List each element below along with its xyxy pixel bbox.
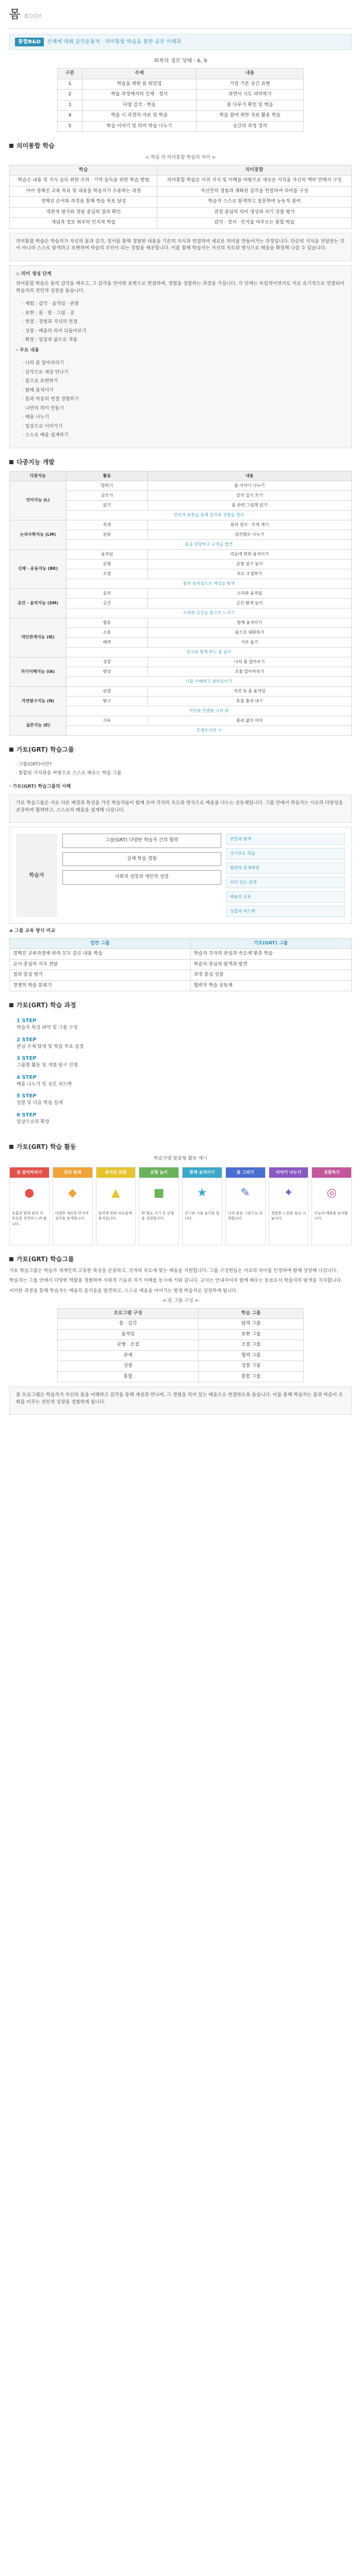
table-cell: 정해진 교육과정에 따라 모두 같은 내용 학습: [10, 949, 191, 960]
table-cell: 공간의 과정 정리: [196, 121, 304, 132]
course-caption: 회복의 경로 상태 - 6, 9: [154, 58, 207, 64]
step-description: 관심 주제 탐색 및 학습 목표 설정: [17, 1044, 84, 1049]
table-cell: 탐색 그룹: [199, 1319, 304, 1330]
intelligence-name: 언어지능 (L): [10, 481, 67, 520]
paragraph: 가토 학습그룹은 학습자 개개인의 고유한 특성을 존중하고, 각자의 속도에 맞는 배움을 지원합니다. 그룹 구성원들은 서로의 차이를 인정하며 함께 성장해 나갑니다.: [9, 1268, 338, 1274]
multiple-intelligence-table: 다중지능 활동 내용 언어지능 (L) 말하기 몸 이야기 나누기 글쓰기 감각 일기 쓰기 읽기 몸 관련 그림책 읽기 언어적 표현을 통해 감각과 경험을 정리 논리수학지능 (LM) 측정 몸의 길이 · 무게 재기 분류 감각별로 나누기 몸을 관찰하고 규칙을 발견 신체 · 운동지능 (BK) 움직임 리듬에 맞춰 움직이기 균형 균형 잡기 놀이 조절 속도 조절하기 몸의 움직임으로 세상을 탐색 공간 · 음악지능 (SM) 음악 소리와 움직임 공간 공간 탐색 놀이 소리와 공간을 몸으로 느끼기 대인관계지능 (IE) 협동 함께 움직이기 소통 몸으로 대화하기 배려 서로 돕기 친구와 함께 하는 몸 놀이 자기이해지능 (IA) 성찰 나의 몸 알아보기 명상 호흡 알아차리기 나를 이해하고 받아들이기 자연탐구지능 (N) 관찰 자연 속 몸 움직임 탐구 동물 흉내 내기 자연과 연결된 나의 몸 실존지능 (E) 사유 몸과 삶의 의미 존재로서의 나: [9, 471, 352, 736]
activity-cell: 읽기: [67, 500, 148, 510]
table-cell: 학습 이야기 및 의미 학습 나누기: [82, 121, 196, 132]
table-cell: 몸 · 감각: [57, 1319, 198, 1330]
section-title: 가토(GRT) 학습그룹: [9, 1255, 352, 1264]
diagram-box: 그룹(GRT) 다양한 학습자 간의 협력: [62, 834, 221, 848]
group-compare-table: 일반 그룹 가토(GRT) 그룹 정해진 교육과정에 따라 모두 같은 내용 학습 학습자 각자의 관심과 속도에 맞춘 학습 교사 중심의 지식 전달 학습자 중심의 탐색과 발견 결과 중심 평가 과정 중심 성찰 경쟁적 학습 분위기 협력적 학습 공동체: [9, 938, 352, 992]
table-cell: 학습 참여 위한 자료 활용 학습: [196, 111, 304, 122]
table-row: [10, 959, 352, 970]
course-header: 내용: [196, 69, 304, 79]
table-cell: 3: [57, 100, 82, 111]
table-cell: 개념과 정보 위주의 인지적 학습: [10, 218, 157, 229]
table-cell: 통합 그룹: [199, 1371, 304, 1382]
step-number: 6 STEP: [17, 1112, 37, 1118]
content-cell: 함께 움직이기: [147, 618, 351, 628]
diagram-outcome: 관찰과 탐색: [226, 834, 345, 845]
activity-icon: ■: [153, 1187, 165, 1199]
card-title: 몸 알아차리기: [10, 1167, 49, 1178]
group-paragraphs: [9, 1268, 352, 1295]
step-number: 3 STEP: [17, 1056, 37, 1061]
table-row: [10, 218, 352, 229]
table-cell: 가장 기본 공간 표현: [196, 79, 304, 90]
table-cell: 조절 그룹: [199, 1340, 304, 1351]
intelligence-name: 자연탐구지능 (N): [10, 686, 67, 716]
section1-description: 의미통합 학습은 학습자가 자신의 몸과 감각, 정서를 통해 경험한 내용을 기존의 지식과 연결하여 새로운 의미를 만들어가는 과정입니다. 단순히 지식을 전달받는 것이 아니라 스스로 탐색하고 표현하며 학습의 주인이 되는 경험을 제공합니다. 이를 통해 학습자는 자신의 속도와 방식으로 배움을 확장해 나갈 수 있습니다.: [9, 233, 352, 261]
table-cell: 학습자 스스로 탐색하고 질문하며 능동적 참여: [157, 197, 352, 208]
intelligence-name: 신체 · 운동지능 (BK): [10, 549, 67, 588]
activity-icon: ◆: [68, 1187, 77, 1199]
table-cell: 균형 · 조절: [57, 1340, 198, 1351]
table-row: [10, 618, 352, 628]
content-cell: 자연 속 몸 움직임: [147, 686, 351, 696]
diagram-outcomes: [226, 834, 345, 917]
activity-cell: 성찰: [67, 657, 148, 667]
content-cell: 속도 조절하기: [147, 569, 351, 579]
table-row: [10, 186, 352, 197]
card-text: 오늘의 배움을 돌아봅니다.: [314, 1211, 348, 1221]
list-item: · 확장 : 일상과 삶으로 적용: [22, 337, 78, 343]
course-table: [57, 68, 304, 132]
card-text: 음악에 맞춰 자유롭게 움직입니다.: [98, 1211, 132, 1221]
course-header: 주제: [82, 69, 196, 79]
table-row: [10, 949, 352, 960]
table-row: [10, 481, 352, 490]
group-note: 친구와 함께 하는 몸 놀이: [67, 647, 352, 657]
card-title: 이야기 나누기: [269, 1167, 308, 1178]
step-description: 성찰 및 다음 학습 설계: [17, 1100, 63, 1106]
grt-intro-list: [9, 758, 352, 781]
content-cell: 몸 이야기 나누기: [147, 481, 351, 490]
activity-cell: 음악: [67, 588, 148, 598]
card-text: 호흡과 함께 몸의 각 부분을 천천히 느껴 봅니다.: [12, 1211, 47, 1226]
activity-card: [139, 1167, 179, 1245]
content-cell: 균형 잡기 놀이: [147, 559, 351, 569]
intelligence-name: 공간 · 음악지능 (SM): [10, 588, 67, 618]
table-cell: 성찰 그룹: [199, 1361, 304, 1372]
process-step: [17, 1092, 344, 1107]
activity-card: [269, 1167, 309, 1245]
table-cell: 교사 중심의 지식 전달: [10, 959, 191, 970]
table-cell: 쉬면서 시도 파악하기: [196, 90, 304, 100]
table-cell: 의미통합 학습은 사전 지식 및 이해를 바탕으로 새로운 지식을 자신의 맥락 안에서 구성: [157, 176, 352, 187]
table-row: [10, 520, 352, 530]
section-title: 의미통합 학습: [9, 141, 352, 150]
intelligence-name: 대인관계지능 (IE): [10, 618, 67, 657]
table-row: [57, 1361, 303, 1372]
table-cell: 움직임: [57, 1329, 198, 1340]
page: 몸 BODY 통합B&D 신체에 대해 감각운동적 · 의미통합 학습을 통한 공부 이해과 회복의 경로 상태 - 6, 9 구분 주제 내용 1 학습을 위한 몸 워밍업 가장 기본 공간 표현 2 학습 과정에서의 신체 · 정서 쉬면서 시도 파악하기 3 다양 감각 · 학습 몸 다루기 확인 및 학습 4 학습 시 과정의 자료 및 학습 학습 참여 위한 자료 활용 학습 5 학습 이야기 및 의미 학습 나누기 공간의 과정 정리 의미통합 학습 < 학습 과 의미통합 학습의 차이 > 학습 의미통합 학습은 내용 및 지식 습득 위한 주의 · 기억 습득을 위한 학습 방법 의미통합 학습은 사전 지식 및 이해를 바탕으로 새로운 지식을 자신의 맥락 안에서 구성 이미 정해진 교육 목표 및 내용을 학습자가 수용하는 과정 자신만의 경험과 체화된 감각을 연결하여 의미를 구성 정해진 순서와 과정을 통해 학습 목표 달성 학습자 스스로 탐색하고 질문하며 능동적 참여 객관적 평가와 정답 중심의 결과 확인 과정 중심의 의미 생성과 자기 성찰 평가 개념과 정보 위주의 인지적 학습 감각 · 정서 · 인지를 아우르는 통합 학습 의미통합 학습은 학습자가 자신의 몸과 감각, 정서를 통해 경험한 내용을 기존의 지식과 연결하여 새로운 의미를 만들어가는 과정입니다. 단순히 지식을 전달받는 것이 아니라 스스로 탐색하고 표현하며 학습의 주인이 되는 경험을 제공합니다. 이를 통해 학습자는 자신의 속도와 방식으로 배움을 확장해 나갈 수 있습니다. ◇ 의미 생성 단계 의미통합 학습은 몸의 감각을 깨우고, 그 감각을 언어와 표현으로 연결하며, 경험을 성찰하는 과정을 거칩니다. 각 단계는 독립적이면서도 서로 유기적으로 연결되어 학습자의 전인적 성장을 돕습니다. · 체험 : 감각 · 움직임 · 관찰 · 표현 : 몸 · 말 · 그림 · 글 · 연결 : 경험과 지식의 연결 · 성찰 : 배움의 의미 되돌아보기 · 확장 : 일상과 삶으로 적용 - 주요 내용 · 나의 몸 알아차리기 · 감각으로 세상 만나기 · 몸으로 표현하기 · 함께 움직이기 · 몸과 마음의 연결 경험하기 · 나만의 의미 만들기 · 배움 나누기 · 일상으로 이어가기 · 스스로 배움 설계하기 다중지능 개발 다중지능 활동 내용 언어지능 (L) 말하기 몸 이야기 나누기 글쓰기 감각 일기 쓰기 읽기 몸 관련 그림책 읽기 언어적 표현을 통해 감각과 경험을 정리 논리수학지능 (LM) 측정 몸의 길이 · 무게 재기 분류 감각별로 나누기 몸을 관찰하고 규칙을 발견 신체 · 운동지능 (BK) 움직임 리듬에 맞춰 움직이기 균형 균형 잡기 놀이 조절 속도 조절하기 몸의 움직임으로 세상을 탐색 공간 · 음악지능 (SM) 음악 소리와 움직임 공간 공간 탐색 놀이 소리와 공간을 몸으로 느끼기 대인관계지능 (IE) 협동 함께 움직이기 소통 몸으로 대화하기 배려 서로 돕기 친구와 함께 하는 몸 놀이 자기이해지능 (IA) 성찰 나의 몸 알아보기 명상 호흡 알아차리기 나를 이해하고 받아들이기 자연탐구지능 (N) 관찰 자연 속 몸 움직임 탐구 동물 흉내 내기 자연과 연결된 나의 몸 실존지능 (E) 사유 몸과 삶의 의미 존재로서의 나 가토(GRT) 학습그룹 · 그룹(GRT)이란? · 통합된 가치관을 바탕으로 스스로 배우는 학습 그룹 · 가토(GRT) 학습그룹의 이해 가토 학습그룹은 서로 다른 배경과 특성을 가진 학습자들이 함께 모여 각자의 속도와 방식으로 배움을 나누는 공동체입니다. 그룹 안에서 학습자는 서로의 다양성을 존중하며 협력하고, 스스로의 배움을 설계해 나갑니다. 학습자 그룹(GRT) 다양한 학습자 간의 협력 실제 학습 경험 사회적 성장과 개인적 성장 관찰과 탐색 자기주도 학습 협력적 문제해결 의미 있는 관계 배움의 공유 성찰과 피드백 ◈ 그룹 교육 방식 비교 일반 그룹 가토(GRT) 그룹 정해진 교육과정에 따라 모두 같은 내용 학습 학습자 각자의 관심과 속도에 맞춘 학습 교사 중심의 지식 전달 학습자 중심의 탐색과 발견 결과 중심 평가 과정 중심 성찰 경쟁적 학습 분위기 협력적 학습 공동체 가토(GRT) 학습 과정 1 STEP 학습자 특성 파악 및 그룹 구성 2 STEP 관심 주제 탐색 및 학습 목표 설정 3 STEP 그룹별 활동 및 개별 탐구 진행 4 STEP 배움 나누기 및 상호 피드백 5 STEP 성찰 및 다음 학습 설계 6 STEP 일상으로의 확장 가토(GRT) 학습 활동 학습자별 맞춤형 활동 예시 몸 알아차리기 ● 호흡과 함께 몸의 각 부분을 천천히 느껴 봅니다. 감각 탐색 ◆ 다양한 재료를 만지며 감각을 탐색합니다. 움직임 표현 ▲ 음악에 맞춰 자유롭게 움직입니다. 균형 놀이 ■ 한 발로 서기 등 균형을 경험합니다. 함께 움직이기 ★ 친구와 거울 놀이를 합니다. 몸 그리기 ✎ 나의 몸을 그림으로 표현합니다. 이야기 나누기 ✦ 경험한 느낌을 말로 나눕니다. 성찰하기 ◎ 오늘의 배움을 돌아봅니다. 가토(GRT) 학습그룹 가토 학습그룹은 학습자 개개인의 고유한 특성을 존중하고, 각자의 속도에 맞는 배움을 지원합니다. 그룹 구성원들은 서로의 차이를 인정하며 함께 성장해 나갑니다. 학습자는 그룹 안에서 다양한 역할을 경험하며 사회적 기술과 자기 이해를 동시에 키워 갑니다. 교사는 안내자이자 함께 배우는 동료로서 학습자의 탐색을 지지합니다. 이러한 과정을 통해 학습자는 배움의 즐거움을 발견하고, 스스로 배움을 이어가는 평생 학습자로 성장하게 됩니다. < 몸 그룹 구성 > 프로그램 구성 학습 그룹 몸 · 감각 탐색 그룹 움직임 표현 그룹 균형 · 조절 조절 그룹 관계 협력 그룹 성찰 성찰 그룹 통합 통합 그룹 몸 프로그램은 학습자가 자신의 몸을 이해하고 감각을 통해 세상과 만나며, 그 경험을 의미 있는 배움으로 연결하도록 돕습니다. 이를 통해 학습자는 몸과 마음이 조화를 이루는 전인적 성장을 경험하게 됩니다.: [0, 0, 361, 1434]
activity-icon: ▲: [111, 1187, 120, 1199]
activity-cell: 말하기: [67, 481, 148, 490]
diagram-center: [62, 834, 221, 917]
table-row: [57, 111, 303, 122]
group-note: 소리와 공간을 몸으로 느끼기: [67, 608, 352, 618]
activity-icon: ✦: [284, 1187, 293, 1199]
square-bullet-icon: [9, 748, 13, 752]
paragraph: 학습자는 그룹 안에서 다양한 역할을 경험하며 사회적 기술과 자기 이해를 동시에 키워 갑니다. 교사는 안내자이자 함께 배우는 동료로서 학습자의 탐색을 지지합니다.: [9, 1278, 342, 1283]
list-item: · 몸과 마음의 연결 경험하기: [22, 397, 79, 402]
table-cell: 2: [57, 90, 82, 100]
activity-cell: 협동: [67, 618, 148, 628]
activity-cell: 글쓰기: [67, 490, 148, 500]
table-cell: 4: [57, 111, 82, 122]
grt-intro: 가토 학습그룹은 서로 다른 배경과 특성을 가진 학습자들이 함께 모여 각자의 속도와 방식으로 배움을 나누는 공동체입니다. 그룹 안에서 학습자는 서로의 다양성을 존중하며 협력하고, 스스로의 배움을 설계해 나갑니다.: [9, 794, 352, 823]
page-subtitle: BODY: [24, 13, 42, 20]
compare-learning-table: 학습 의미통합 학습은 내용 및 지식 습득 위한 주의 · 기억 습득을 위한 학습 방법 의미통합 학습은 사전 지식 및 이해를 바탕으로 새로운 지식을 자신의 맥락 안에서 구성 이미 정해진 교육 목표 및 내용을 학습자가 수용하는 과정 자신만의 경험과 체화된 감각을 연결하여 의미를 구성 정해진 순서와 과정을 통해 학습 목표 달성 학습자 스스로 탐색하고 질문하며 능동적 참여 객관적 평가와 정답 중심의 결과 확인 과정 중심의 의미 생성과 자기 성찰 평가 개념과 정보 위주의 인지적 학습 감각 · 정서 · 인지를 아우르는 통합 학습: [9, 165, 352, 229]
diagram-outcome: 협력적 문제해결: [226, 862, 345, 874]
info-bar: [9, 34, 352, 50]
square-bullet-icon: [9, 1145, 13, 1149]
card-text: 경험한 느낌을 말로 나눕니다.: [271, 1211, 306, 1221]
table-row: [10, 207, 352, 218]
card-title: 움직임 표현: [96, 1167, 136, 1178]
table-cell: 자신만의 경험과 체화된 감각을 연결하여 의미를 구성: [157, 186, 352, 197]
list-item: · 배움 나누기: [22, 415, 50, 420]
section-title: 다중지능 개발: [9, 457, 352, 467]
process-step: [17, 1036, 344, 1051]
diagram-outcome: 자기주도 학습: [226, 848, 345, 859]
activity-icon: ●: [24, 1187, 35, 1199]
list-item: · 표현 : 몸 · 말 · 그림 · 글: [22, 310, 75, 316]
info-badge: 통합B&D: [15, 38, 44, 46]
table-row: [10, 970, 352, 981]
content-cell: 몸으로 대화하기: [147, 628, 351, 637]
activity-cards: [9, 1167, 352, 1245]
content-cell: 리듬에 맞춰 움직이기: [147, 549, 351, 559]
square-bullet-icon: [9, 1257, 13, 1261]
table-cell: 몸 다루기 확인 및 학습: [196, 100, 304, 111]
table-cell: 1: [57, 79, 82, 90]
list-item: · 일상으로 이어가기: [22, 423, 63, 429]
content-cell: 서로 돕기: [147, 637, 351, 647]
paragraph: 이러한 과정을 통해 학습자는 배움의 즐거움을 발견하고, 스스로 배움을 이어가는 평생 학습자로 성장하게 됩니다.: [9, 1288, 238, 1294]
content-list: [16, 357, 345, 443]
step-description: 그룹별 활동 및 개별 탐구 진행: [17, 1063, 78, 1068]
content-cell: 감각별로 나누기: [147, 530, 351, 539]
table-cell: 결과 중심 평가: [10, 970, 191, 981]
content-cell: 나의 몸 알아보기: [147, 657, 351, 667]
group-composition-table: 프로그램 구성 학습 그룹 몸 · 감각 탐색 그룹 움직임 표현 그룹 균형 · 조절 조절 그룹 관계 협력 그룹 성찰 성찰 그룹 통합 통합 그룹: [57, 1308, 304, 1383]
content-cell: 감각 일기 쓰기: [147, 490, 351, 500]
table-row: [57, 1340, 303, 1351]
table-cell: 협력적 학습 공동체: [190, 980, 352, 991]
table-row: [10, 657, 352, 667]
intelligence-name: 자기이해지능 (IA): [10, 657, 67, 686]
activity-cell: 움직임: [67, 549, 148, 559]
step-description: 배움 나누기 및 상호 피드백: [17, 1081, 72, 1087]
diagram-learner: 학습자: [16, 834, 57, 917]
group-note: 몸을 관찰하고 규칙을 발견: [67, 539, 352, 549]
table-row: [10, 176, 352, 187]
diagram-outcome: 배움의 공유: [226, 891, 345, 903]
table-row: [57, 1350, 303, 1361]
card-title: 감각 탐색: [53, 1167, 92, 1178]
course-header: 구분: [57, 69, 82, 79]
activity-card: [9, 1167, 50, 1245]
process-step: [17, 1017, 344, 1032]
diagram-box: 사회적 성장과 개인적 성장: [62, 870, 221, 885]
step-description: 일상으로의 확장: [17, 1119, 50, 1125]
activity-icon: ◎: [326, 1187, 337, 1199]
info-text: 신체에 대해 감각운동적 · 의미통합 학습을 통한 공부 이해과: [46, 39, 182, 45]
card-text: 다양한 재료를 만지며 감각을 탐색합니다.: [55, 1211, 89, 1221]
section-title: 가토(GRT) 학습그룹: [9, 745, 352, 754]
activity-card: [225, 1167, 266, 1245]
process-step: [17, 1111, 344, 1126]
activity-cell: 소통: [67, 628, 148, 637]
table-cell: 관계: [57, 1350, 198, 1361]
diagram-outcome: 성찰과 피드백: [226, 906, 345, 917]
activity-card: [96, 1167, 136, 1245]
table-cell: 학습은 내용 및 지식 습득 위한 주의 · 기억 습득을 위한 학습 방법: [10, 176, 157, 187]
list-item: · 나의 몸 알아차리기: [22, 361, 64, 366]
activity-cell: 조절: [67, 569, 148, 579]
list-item: · 성찰 : 배움의 의미 되돌아보기: [22, 328, 87, 334]
square-bullet-icon: [9, 460, 13, 464]
table-row: [10, 980, 352, 991]
group-note: 몸의 움직임으로 세상을 탐색: [67, 579, 352, 588]
group-note: 언어적 표현을 통해 감각과 경험을 정리: [67, 510, 352, 520]
table-cell: 학습자 중심의 탐색과 발견: [190, 959, 352, 970]
list-item: · 연결 : 경험과 지식의 연결: [22, 319, 78, 325]
closing-text: 몸 프로그램은 학습자가 자신의 몸을 이해하고 감각을 통해 세상과 만나며, 그 경험을 의미 있는 배움으로 연결하도록 돕습니다. 이를 통해 학습자는 몸과 마음이 조화를 이루는 전인적 성장을 경험하게 됩니다.: [9, 1386, 352, 1415]
card-title: 균형 놀이: [139, 1167, 178, 1178]
table-row: [57, 79, 303, 90]
content-cell: 몸 관련 그림책 읽기: [147, 500, 351, 510]
table-row: [10, 197, 352, 208]
activity-card: [53, 1167, 93, 1245]
list-item: · 그룹(GRT)이란?: [15, 761, 52, 767]
meaning-stage-box: ◇ 의미 생성 단계 의미통합 학습은 몸의 감각을 깨우고, 그 감각을 언어와 표현으로 연결하며, 경험을 성찰하는 과정을 거칩니다. 각 단계는 독립적이면서도 서로 유기적으로 연결되어 학습자의 전인적 성장을 돕습니다. · 체험 : 감각 · 움직임 · 관찰 · 표현 : 몸 · 말 · 그림 · 글 · 연결 : 경험과 지식의 연결 · 성찰 : 배움의 의미 되돌아보기 · 확장 : 일상과 삶으로 적용 - 주요 내용 · 나의 몸 알아차리기 · 감각으로 세상 만나기 · 몸으로 표현하기 · 함께 움직이기 · 몸과 마음의 연결 경험하기 · 나만의 의미 만들기 · 배움 나누기 · 일상으로 이어가기 · 스스로 배움 설계하기: [9, 265, 352, 448]
activity-cell: 분류: [67, 530, 148, 539]
activity-cell: 균형: [67, 559, 148, 569]
activity-icon: ✎: [240, 1187, 250, 1199]
page-title: 몸: [9, 8, 21, 21]
content-cell: 몸의 길이 · 무게 재기: [147, 520, 351, 530]
activity-cell: 배려: [67, 637, 148, 647]
list-item: · 체험 : 감각 · 움직임 · 관찰: [22, 301, 79, 307]
table-row: [10, 716, 352, 725]
table-cell: 성찰: [57, 1361, 198, 1372]
diagram-outcome: 의미 있는 관계: [226, 877, 345, 888]
table-row: [10, 588, 352, 598]
content-cell: 몸과 삶의 의미: [147, 716, 351, 725]
table-row: [57, 1329, 303, 1340]
table-cell: 이미 정해진 교육 목표 및 내용을 학습자가 수용하는 과정: [10, 186, 157, 197]
step-number: 5 STEP: [17, 1093, 37, 1099]
card-title: 함께 움직이기: [183, 1167, 222, 1178]
table-cell: 과정 중심의 의미 생성과 자기 성찰 평가: [157, 207, 352, 218]
table-cell: 과정 중심 성찰: [190, 970, 352, 981]
list-item: · 함께 움직이기: [22, 387, 54, 393]
list-item: · 나만의 의미 만들기: [22, 405, 64, 411]
activity-card: [182, 1167, 222, 1245]
table-row: [57, 1319, 303, 1330]
process-step: [17, 1055, 344, 1070]
step-number: 1 STEP: [17, 1018, 37, 1024]
table-row: [57, 100, 303, 111]
table-cell: 학습자 각자의 관심과 속도에 맞춘 학습: [190, 949, 352, 960]
list-item: · 감각으로 세상 만나기: [22, 369, 69, 375]
card-title: 성찰하기: [312, 1167, 351, 1178]
table-cell: 통합: [57, 1371, 198, 1382]
card-title: 몸 그리기: [226, 1167, 265, 1178]
card-text: 한 발로 서기 등 균형을 경험합니다.: [141, 1211, 174, 1221]
grt-diagram: [9, 827, 352, 924]
square-bullet-icon: [9, 144, 13, 148]
activity-cell: 관찰: [67, 686, 148, 696]
step-number: 2 STEP: [17, 1037, 37, 1043]
section-title: 가토(GRT) 학습 과정: [9, 1001, 352, 1010]
activity-cell: 측정: [67, 520, 148, 530]
activity-cell: 탐구: [67, 696, 148, 706]
step-number: 4 STEP: [17, 1074, 37, 1080]
table-row: [10, 686, 352, 696]
stage-list: [16, 298, 345, 347]
group-note: 존재로서의 나: [67, 725, 352, 735]
list-item: · 통합된 가치관을 바탕으로 스스로 배우는 학습 그룹: [15, 771, 122, 776]
process-step: [17, 1074, 344, 1089]
list-item: · 몸으로 표현하기: [22, 379, 58, 384]
group-note: 자연과 연결된 나의 몸: [67, 706, 352, 716]
card-text: 나의 몸을 그림으로 표현합니다.: [227, 1211, 263, 1221]
table-row: [57, 1371, 303, 1382]
activity-cell: 명상: [67, 667, 148, 676]
activity-icon: ★: [197, 1187, 207, 1199]
list-item: · 스스로 배움 설계하기: [22, 433, 69, 438]
table-cell: 감각 · 정서 · 인지를 아우르는 통합 학습: [157, 218, 352, 229]
activity-card: [311, 1167, 352, 1245]
table-cell: 객관적 평가와 정답 중심의 결과 확인: [10, 207, 157, 218]
table-cell: 5: [57, 121, 82, 132]
table-row: [57, 121, 303, 132]
table-cell: 협력 그룹: [199, 1350, 304, 1361]
page-header: [9, 0, 352, 29]
intelligence-name: 논리수학지능 (LM): [10, 520, 67, 549]
table-cell: 학습을 위한 몸 워밍업: [82, 79, 196, 90]
content-cell: 호흡 알아차리기: [147, 667, 351, 676]
table-cell: 다양 감각 · 학습: [82, 100, 196, 111]
section1-caption: < 학습 과 의미통합 학습의 차이 >: [145, 155, 216, 160]
square-bullet-icon: [9, 1003, 13, 1007]
card-text: 친구와 거울 놀이를 합니다.: [185, 1211, 220, 1221]
content-cell: 소리와 움직임: [147, 588, 351, 598]
diagram-box: 실제 학습 경험: [62, 852, 221, 867]
table-cell: 학습 시 과정의 자료 및 학습: [82, 111, 196, 122]
table-cell: 정해진 순서와 과정을 통해 학습 목표 달성: [10, 197, 157, 208]
activity-cell: 공간: [67, 598, 148, 608]
table-cell: 표현 그룹: [199, 1329, 304, 1340]
group-note: 나를 이해하고 받아들이기: [67, 676, 352, 686]
table-cell: 학습 과정에서의 신체 · 정서: [82, 90, 196, 100]
content-cell: 공간 탐색 놀이: [147, 598, 351, 608]
table-cell: 경쟁적 학습 분위기: [10, 980, 191, 991]
intelligence-name: 실존지능 (E): [10, 716, 67, 735]
section-title: 가토(GRT) 학습 활동: [9, 1142, 352, 1151]
table-row: [57, 90, 303, 100]
process-steps: [9, 1014, 352, 1133]
activity-cell: 사유: [67, 716, 148, 725]
content-cell: 동물 흉내 내기: [147, 696, 351, 706]
step-description: 학습자 특성 파악 및 그룹 구성: [17, 1025, 78, 1030]
table-row: [10, 549, 352, 559]
